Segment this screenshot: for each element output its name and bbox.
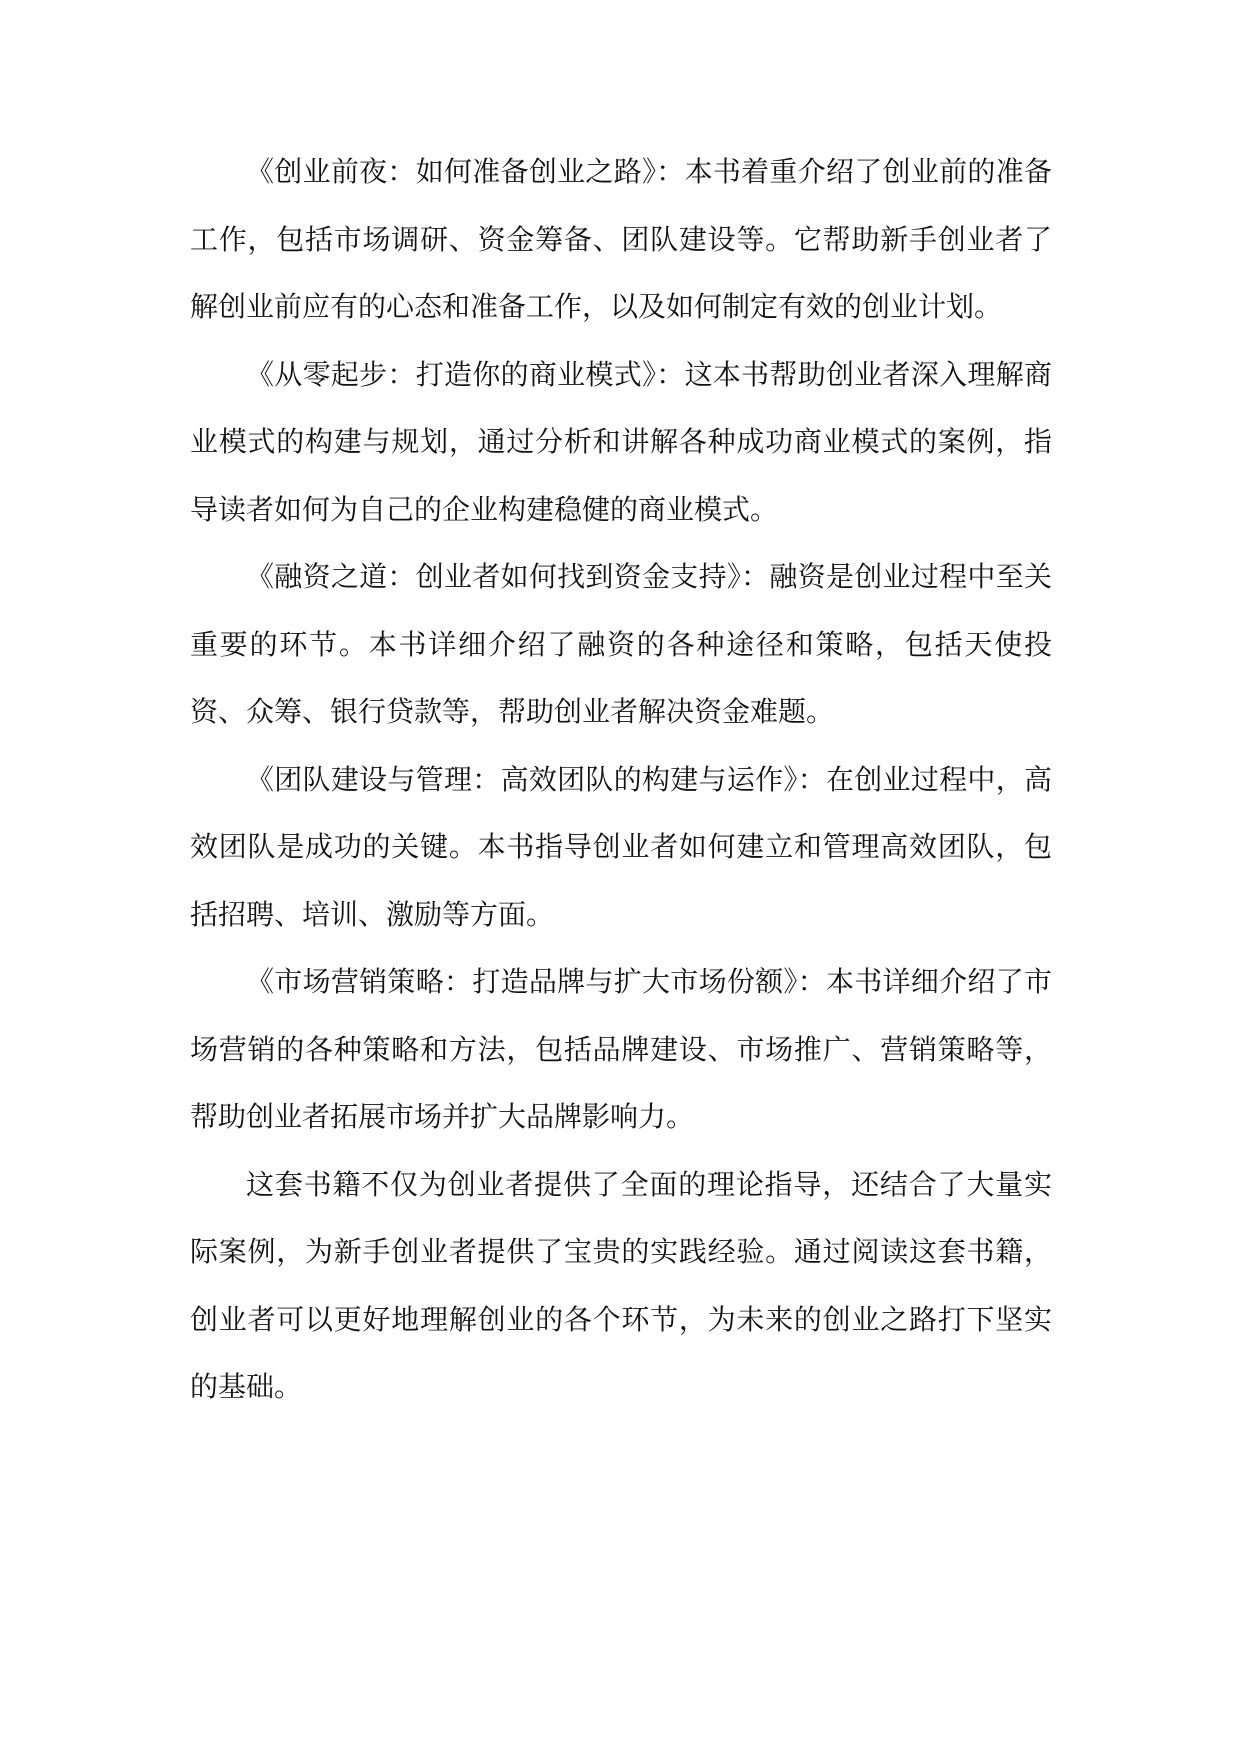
paragraph-marketing: 《市场营销策略：打造品牌与扩大市场份额》：本书详细介绍了市场营销的各种策略和方法，包括品牌建设、市场推广、营销策略等，帮助创业者拓展市场并扩大品牌影响力。	[190, 965, 1052, 1133]
paragraph-summary: 这套书籍不仅为创业者提供了全面的理论指导，还结合了大量实际案例，为新手创业者提供了宝贵的实践经验。通过阅读这套书籍，创业者可以更好地理解创业的各个环节，为未来的创业之路打下坚实的基础。	[190, 1167, 1052, 1403]
document-body	[190, 138, 1052, 1421]
paragraph-business-model: 《从零起步：打造你的商业模式》：这本书帮助创业者深入理解商业模式的构建与规划，通过分析和讲解各种成功商业模式的案例，指导读者如何为自己的企业构建稳健的商业模式。	[190, 357, 1052, 526]
paragraph-team-building: 《团队建设与管理：高效团队的构建与运作》：在创业过程中，高效团队是成功的关键。本书指导创业者如何建立和管理高效团队，包括招聘、培训、激励等方面。	[190, 762, 1052, 931]
paragraph-financing: 《融资之道：创业者如何找到资金支持》：融资是创业过程中至关重要的环节。本书详细介绍了融资的各种途径和策略，包括天使投资、众筹、银行贷款等，帮助创业者解决资金难题。	[190, 560, 1052, 728]
paragraph-startup-eve: 《创业前夜：如何准备创业之路》：本书着重介绍了创业前的准备工作，包括市场调研、资金筹备、团队建设等。它帮助新手创业者了解创业前应有的心态和准备工作，以及如何制定有效的创业计划。	[190, 155, 1052, 323]
